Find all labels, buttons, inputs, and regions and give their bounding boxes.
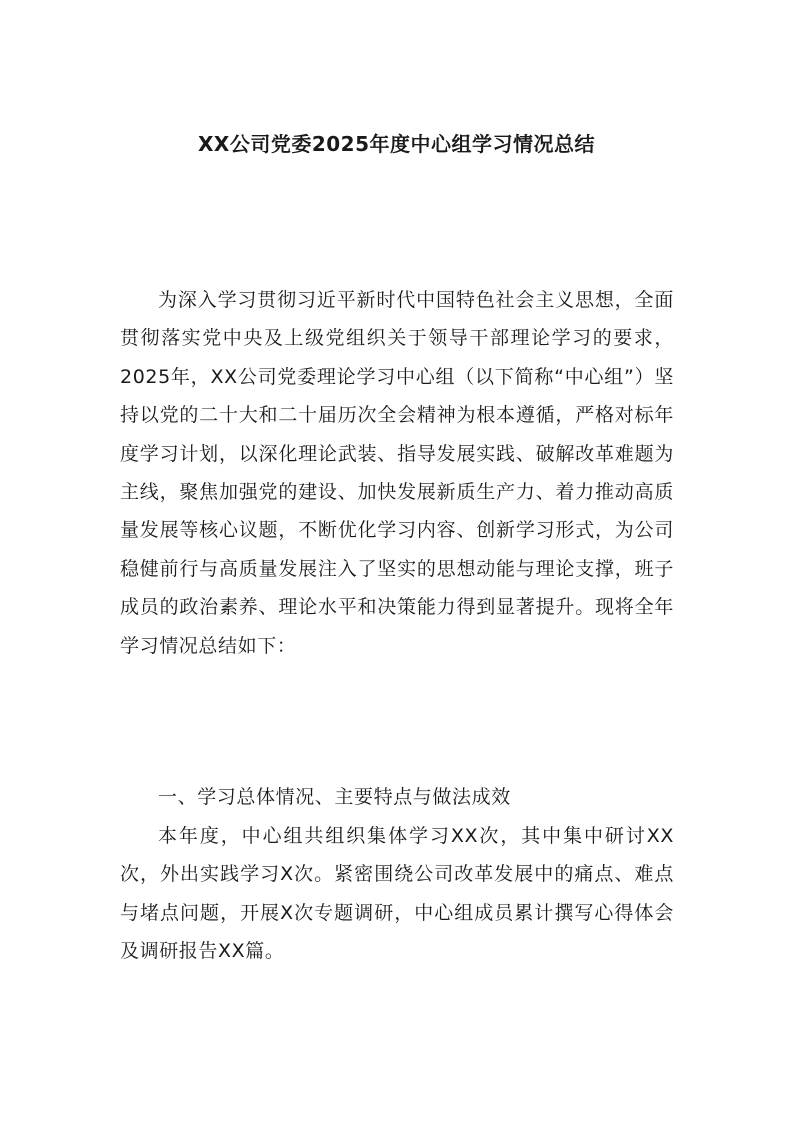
section-paragraph: 本年度，中心组共组织集体学习XX次，其中集中研讨XX次，外出实践学习X次。紧密围绕公司改革发展中的痛点、难点与堵点问题，开展X次专题调研，中心组成员累计撰写心得体会及调研报告XX篇。	[120, 825, 674, 963]
document-title: XX公司党委2025年度中心组学习情况总结	[197, 132, 595, 156]
section-heading: 一、学习总体情况、主要特点与做法成效	[158, 786, 511, 808]
intro-paragraph: 为深入学习贯彻习近平新时代中国特色社会主义思想，全面贯彻落实党中央及上级党组织关于领导干部理论学习的要求，2025年，XX公司党委理论学习中心组（以下简称“中心组”）坚持以党的二十大和二十届历次全会精神为根本遵循，严格对标年度学习计划，以深化理论武装、指导发展实践、破解改革难题为主线，聚焦加强党的建设、加快发展新质生产力、着力推动高质量发展等核心议题，不断优化学习内容、创新学习形式，为公司稳健前行与高质量发展注入了坚实的思想动能与理论支撑，班子成员的政治素养、理论水平和决策能力得到显著提升。现将全年学习情况总结如下：	[120, 289, 674, 657]
